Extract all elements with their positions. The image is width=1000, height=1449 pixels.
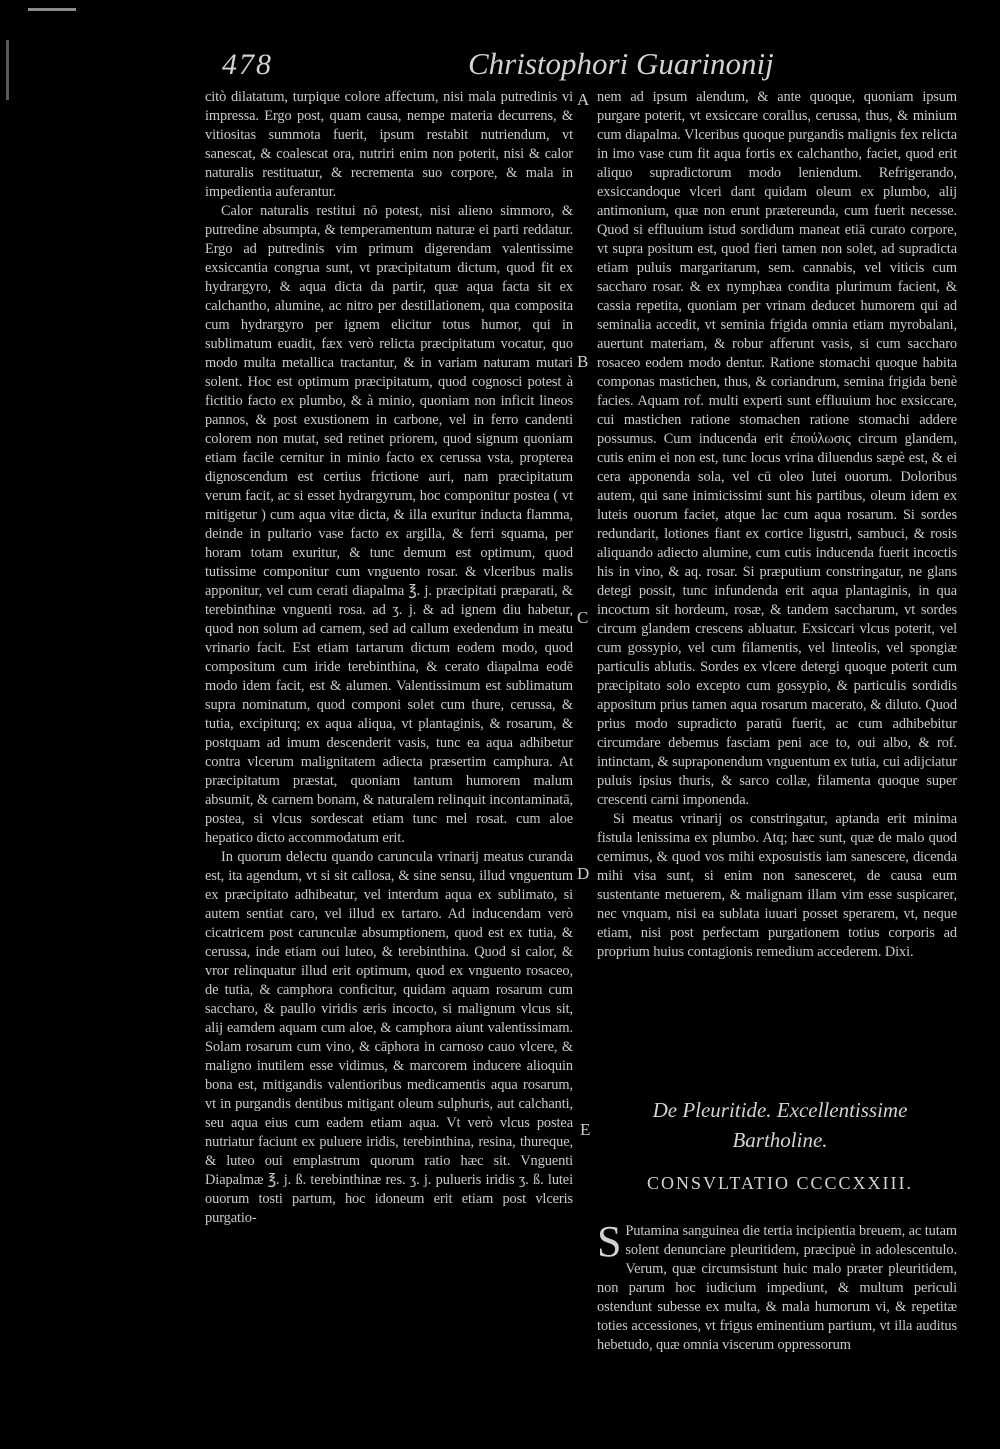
top-edge-rule [28,8,76,11]
left-column [205,88,573,1228]
right-paragraph-1: nem ad ipsum alendum, & ante quoque, quoniam ipsum purgare poterit, vt exsiccare corallus, cerussa, thus, & minium cum diapalma. Vlceribus quoque purgandis malignis fex relicta in imo vase cum fit aqua fortis ex calchantho, faciet, quod erit aliquo supradictorum modo leniendum. Refrigerando, exsiccandoque vlceri dant quidam oleum ex plumbo, alij antimonium, quæ non erunt prætereunda, cum fuerit necesse. Quod si effluuium istud sordidum maneat etiā curato corpore, vt supra positum est, quod fieri tamen non solet, ad supradicta etiam puluis margaritarum, sem. cannabis, vel viticis cum saccharo rosar. & ex nymphæa condita plurimum facient, & cassia repetita, quoniam per vrinam deducet humorem qui ad seminalia accedit, vt seminia frigida omnia etiam myrobalani, auertunt materiam, & robur afferunt vasis, si cum saccharo rosaceo eodem modo dentur. Ratione stomachi quoque habita componas mastichen, thus, & coriandrum, semina frigida benè facies. Aquam rof. multi experti sunt effluuium hoc exsiccare, cui mastichen ratione stomachen ratione stomachi addere possumus. Cum inducenda erit ἐπούλωσις circum glandem, cutis enim ei non est, tunc locus vrina diluendus sæpè est, & ei cera apponenda sola, vel cū oleo lutei ouorum. Doloribus autem, qui sane inimicissimi sunt his partibus, oleum idem ex luteis ouorum faciet, atque lac cum aqua rosarum. Si sordes redundarit, lotiones fiant ex cortice ligustri, sambuci, & rosis aliquando adiecto alumine, cum cutis inducenda fuerit incoctis his in vino, & aq. rosar. Si præputium constringatur, ne glans detegi possit, tunc infundenda erit aqua plantaginis, in qua incoctum sit hordeum, rosæ, & tandem saccharum, vt sordes circum glandem crescens abluatur. Exsiccari vlcus poterit, vel cum gossypio, vel cum filamentis, vel linteolis, vel spongiæ particulis ablutis. Sordes ex vlcere detergi quoque poterit cum præcipitato solo excepto cum gossypio, & particulis sordidis appositum prius tamen aqua rosarum macerato, & diluto. Quod prius modo supradicto paratū fuerit, ac cum adhibebitur circumdare debemus fasciam peni ace to, oui albo, & rof. intinctam, & supraponendum vnguentum ex tutia, cui adijciatur puluis ipsius thuris, & sarco collæ, filamenta quoque super crescenti carni imponenda. [597,89,957,808]
margin-letter-d: D [577,864,590,883]
left-edge-mark [6,40,9,100]
section-title-line-2: Bartholine. [732,1128,828,1152]
left-paragraph-2: Calor naturalis restitui nō potest, nisi alieno simmoro, & putredine absumpta, & temperamentum naturæ ei parti reddatur. Ergo ad putredinis vim primum digerendam valentissime exsiccantia congrua sunt, vt præcipitatum dictum, quod fit ex hydrargyro, & aqua dicta da partir, quæ aqua facta sit ex calchantho, alumine, ac nitro per destillationem, qua composita cum hydrargyro per ignem elicitur totus humor, qui in sublimatum euadit, fæx verò relicta præcipitatum vocatur, quo modo multa metallica tractantur, & in variam naturam mutari solent. Hoc est optimum præcipitatum, quod cognosci potest à fictitio facto ex plumbo, & à minio, quoniam non inficit lineos pannos, & post exustionem in carbone, vel in ferro candenti colorem non mutat, sed retinet priorem, quod signum quoniam etiam facile cernitur in minio facto ex cerussa vsta, propterea dignoscendum est certius frictione auri, nam præcipitatum verum facit, ac si esset hydrargyrum, hoc componitur postea ( vt mitigetur ) cum aqua vitæ dicta, & illa exuritur inducta flamma, deinde in pultario vase facto ex argilla, & ferri squama, per horam totam exuritur, & tunc demum est optimum, quod tutissime componitur cum vnguento rosar. & vlceribus malis apponitur, vel cum cerati diapalma ℥. j. præcipitati præparati, & terebinthinæ vnguenti rosa. ad ʒ. j. & ad ignem diu habetur, quod non solum ad carnem, sed ad callum exedendum in meatu vrinario facit. Est etiam tartarum dictum eodem modo, quod compositum cum iride terebinthina, & cerato diapalma eodē modo idem facit, est & alumen. Valentissimum est sublimatum supra nominatum, quod componi solet cum thure, cerussa, & tutia, excipiturq; ex aqua aliqua, vt plantaginis, & rosarum, & postquam ad imum descenderit vasis, tunc ea aqua adhibetur contra vlcerum malignitatem adiecta præsertim camphura. At præcipitatum præstat, quoniam tantum humorem malum absumit, & carnem bonam, & naturalem relinquit incontaminatā, postea, si vlcus sordescat etiam tunc mel rosat. cum aloe hepatico dicto accommodatum erit. [205,203,573,846]
drop-cap: S [597,1217,622,1266]
running-title: Christophori Guarinonij [468,46,774,81]
consultation-text-block [597,1217,957,1355]
left-paragraph-1: citò dilatatum, turpique colore affectum, nisi mala putredinis vi impressa. Ergo post, quam causa, nempe materia decurrens, & vitiositas summota fuerit, ipsum restabit nutriendum, vt sanescat, & coalescat ora, nutriri enim non poterit, nisi & calor naturalis restituatur, & recrementa suo corpore, & mala in impedientia auferantur. [205,89,573,200]
right-paragraph-2: Si meatus vrinarij os constringatur, aptanda erit minima fistula lenissima ex plumbo. Atq; hæc sunt, quæ de malo quod cernimus, & quod vos mihi exposuistis iam sanescere, dicenda mihi visa sunt, si enim non sanesceret, de causa eum sustentante metuerem, & malignam illam vim esse suspicarer, nec vnquam, nisi ea sublata iuuari posset sperarem, vt, neque etiam, nisi post perfectam purgationem totius corporis ad proprium huius contagionis remedium accederem. Dixi. [597,811,957,960]
right-column [597,88,957,962]
section-title-line-1: De Pleuritide. Excellentissime [652,1098,908,1122]
margin-letter-c: C [577,608,589,627]
margin-letter-b: B [577,352,589,371]
left-paragraph-3: In quorum delectu quando caruncula vrinarij meatus curanda est, ita agendum, vt si sit callosa, & sine sensu, illud vnguentum ex præcipitato adhibeatur, vel interdum aqua ex sublimato, si autem sentiat caro, vel illud ex tartaro. Ad inducendam verò cicatricem post carunculæ absumptionem, quod est ex tutia, & cerussa, inde etiam oui luteo, & terebinthina. Quod si calor, & vror relinquatur illud erit optimum, quod ex vnguento rosaceo, de tutia, & camphora conficitur, quidam aquam rosarum cum saccharo, & paullo viridis æris incocto, si malignum vlcus sit, alij eamdem aquam cum aloe, & camphora aiunt valentissimam. Solam rosarum cum vino, & cāphora in carnoso cauo vlcere, & maligno inutilem esse vidimus, & marcorem inducere alioquin bona est, mitigandis valentioribus medicamentis aqua rosarum, vt in purgandis dentibus mitigant oleum sulphuris, aut calchanti, seu aqua eius cum eadem etiam aqua. Vt verò vlcus postea nutriatur faciunt ex puluere iridis, terebinthina, resina, thureque, & luteo oui emplastrum quorum ratio hæc sit. Vnguenti Diapalmæ ℥. j. ß. terebinthinæ res. ʒ. j. pulueris iridis ʒ. ß. lutei ouorum tosti partum, hoc idoneum erit etiam post vlceris purgatio- [205,849,573,1226]
consultation-heading: CONSVLTATIO CCCCXXIII. [647,1173,913,1193]
margin-letter-a: A [577,90,590,109]
consultation-text: Putamina sanguinea die tertia incipientia breuem, ac tutam solent denunciare pleuritidem, præcipuè in adolescentulo. Verum, quæ circumsistunt huic malo præter pleuritidem, non parum hoc iudicium impediunt, & multum periculi ostendunt subesse ex multa, & mala humorum vi, & repetitæ toties accessiones, vt frigus eminentium partium, vt illa auditus hebetudo, quæ omnia viscerum oppressorum [597,1223,957,1353]
margin-letter-e: E [580,1120,591,1139]
page-number: 478 [222,48,273,81]
